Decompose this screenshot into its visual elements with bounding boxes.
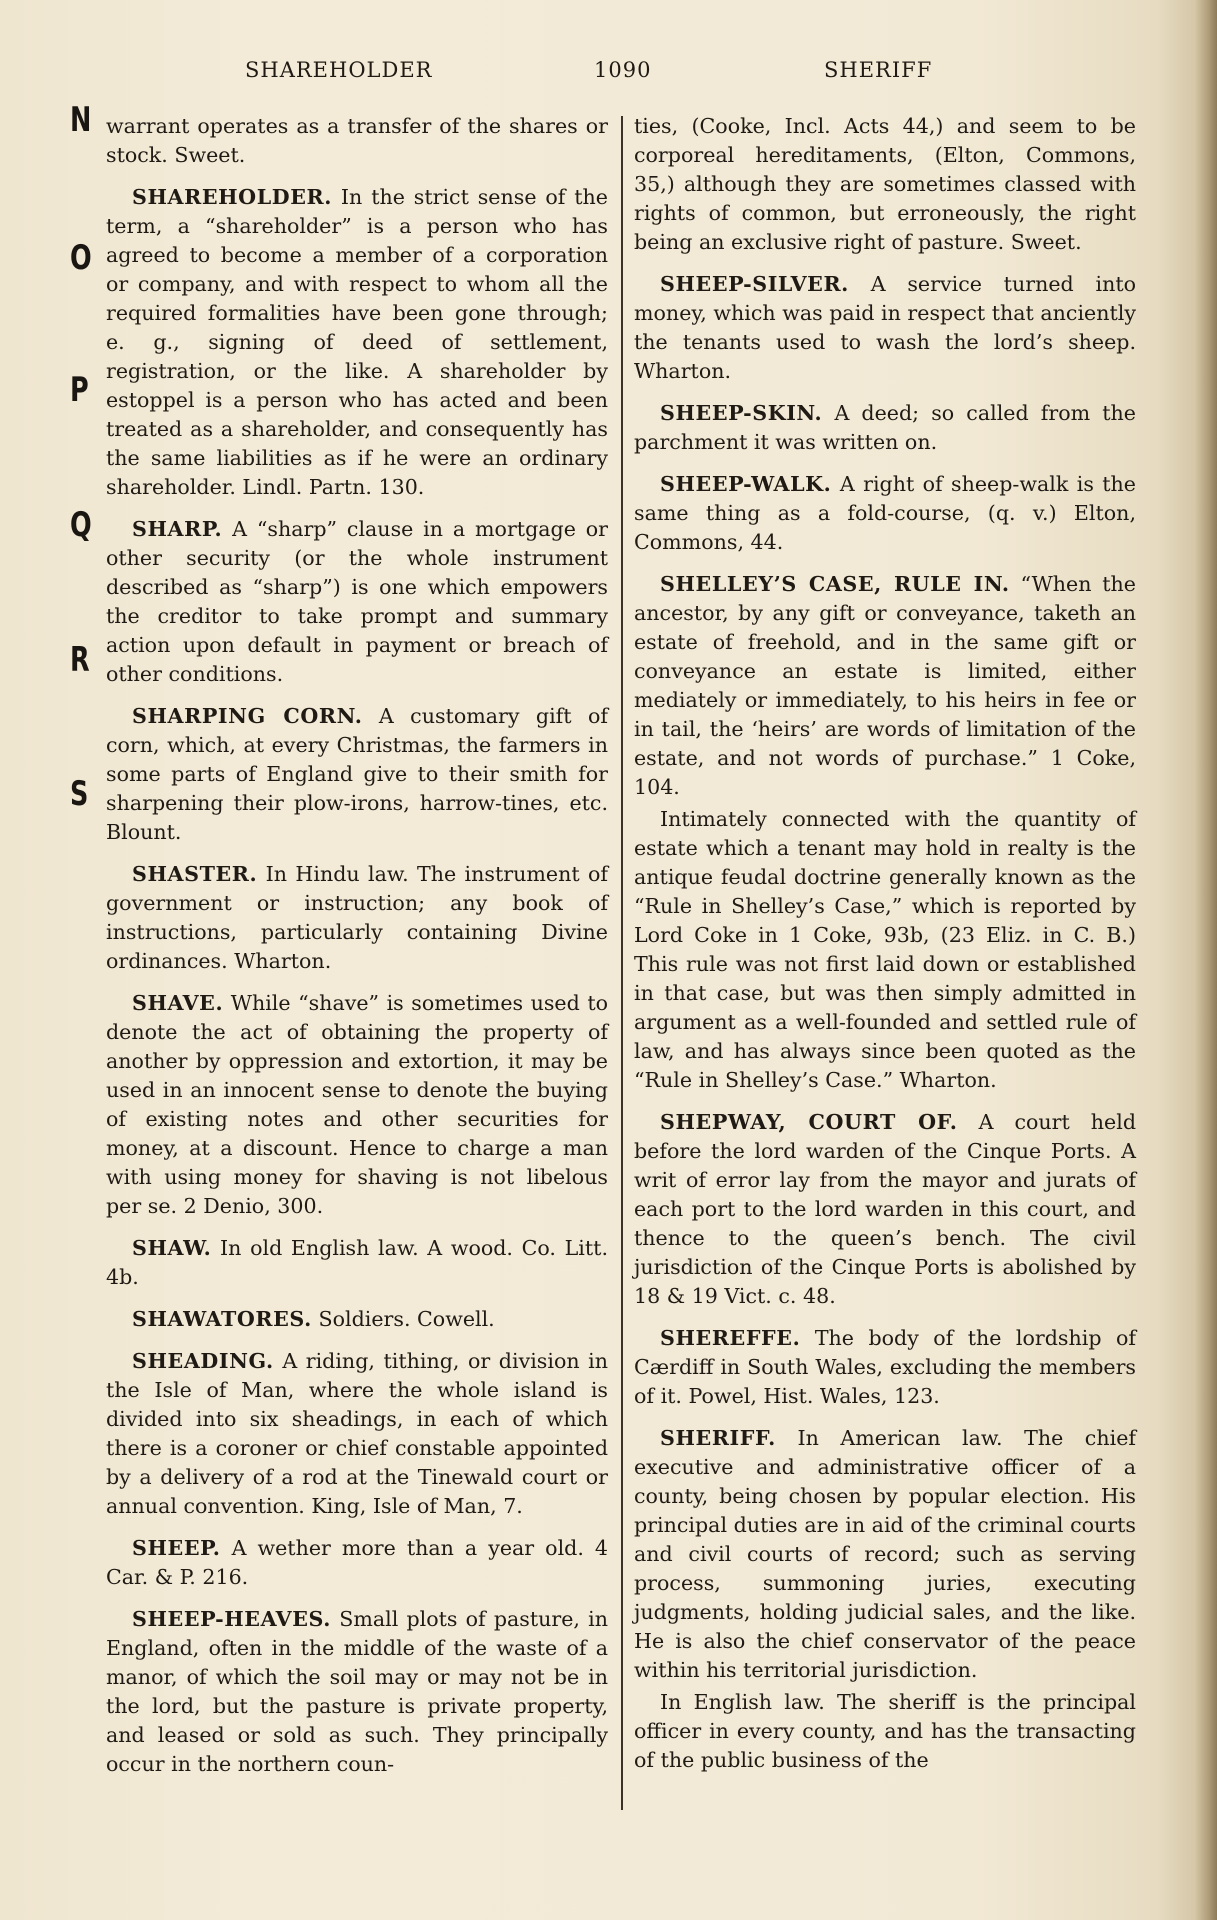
entry-text: A deed; so called from the parchment it was written on. [634,401,1136,454]
dictionary-entry [106,702,608,847]
entry-text: In English law. The sheriff is the principal officer in every county, and has the transacting of the public business of the [634,1690,1136,1772]
entry-headword: SHAW. [132,1236,212,1260]
entry-headword: SHAREHOLDER. [132,185,333,209]
dictionary-entry [106,860,608,976]
dictionary-entry [106,1234,608,1292]
entry-text: “When the ancestor, by any gift or conveyance, taketh an estate of freehold, and in the same gift or conveyance an estate is limited, either mediately or immediately, to his heirs in fee or in tail, the ‘heirs’ are words of limitation of the estate, and not words of purchase.” 1 Coke, 104. [634,572,1136,799]
dictionary-entry [634,470,1136,557]
entry-text: A “sharp” clause in a mortgage or other security (or the whole instrument described as “sharp”) is one which empowers the creditor to take prompt and summary action upon default in payment or breach of other conditions. [106,517,608,686]
dictionary-entry [634,399,1136,457]
dictionary-entry [634,1424,1136,1685]
dictionary-entry [634,112,1136,257]
left-column [106,112,608,1792]
dictionary-entry [106,1605,608,1779]
right-column [634,112,1136,1788]
dictionary-entry [106,1305,608,1334]
entry-text: In Hindu law. The instrument of government or instruction; any book of instructions, particularly containing Divine ordinances. Wharton. [106,862,609,973]
entry-headword: SHAVE. [132,991,224,1015]
entry-headword: SHEREFFE. [660,1326,801,1350]
entry-text: A court held before the lord warden of the Cinque Ports. A writ of error lay from the mayor and jurats of each port to the lord warden in this court, and thence to the queen’s bench. The civil jurisdiction of the Cinque Ports is abolished by 18 & 19 Vict. c. 48. [634,1110,1137,1308]
entry-text: The body of the lordship of Cærdiff in South Wales, excluding the members of it. Powel, Hist. Wales, 123. [634,1326,1137,1408]
thumb-index-letter[interactable]: P [70,370,89,410]
entry-headword: SHARP. [132,517,223,541]
dictionary-entry-paragraph [634,805,1136,1095]
thumb-index-letter[interactable]: N [70,100,92,140]
entry-headword: SHEEP. [132,1536,221,1560]
thumb-index-letter[interactable]: S [70,774,89,814]
dictionary-entry [106,183,608,502]
entry-headword: SHEEP-WALK. [660,472,832,496]
entry-text: In old English law. A wood. Co. Litt. 4b. [106,1236,608,1289]
column-divider [621,116,623,1810]
dictionary-entry [106,515,608,689]
dictionary-entry [106,989,608,1221]
entry-text: A wether more than a year old. 4 Car. & P. 216. [106,1536,608,1589]
entry-headword: SHEEP-SILVER. [660,272,849,296]
dictionary-entry-paragraph [634,1688,1136,1775]
entry-text: In American law. The chief executive and administrative officer of a county, being chosen by popular election. His principal duties are in aid of the criminal courts and civil courts of record; such as serving process, summoning juries, executing judgments, holding judicial sales, and the like. He is also the chief conservator of the peace within his territorial jurisdiction. [634,1426,1137,1682]
dictionary-entry [634,570,1136,802]
running-header [0,58,1217,88]
entry-text: Intimately connected with the quantity of estate which a tenant may hold in realty is the antique feudal doctrine generally known as the “Rule in Shelley’s Case,” which is reported by Lord Coke in 1 Coke, 93b, (23 Eliz. in C. B.) This rule was not first laid down or established in that case, but was then simply admitted in argument as a well-founded and settled rule of law, and has always since been quoted as the “Rule in Shelley’s Case.” Wharton. [634,807,1136,1092]
entry-text: ties, (Cooke, Incl. Acts 44,) and seem to be corporeal hereditaments, (Elton, Commons, 35,) although they are sometimes classed with rights of common, but erroneously, the right being an exclusive right of pasture. Sweet. [634,114,1136,254]
entry-headword: SHEADING. [132,1349,274,1373]
entry-text: A riding, tithing, or division in the Isle of Man, where the whole island is divided into six sheadings, in each of which there is a coroner or chief constable appointed by a delivery of a rod at the Tinewald court or annual convention. King, Isle of Man, 7. [106,1349,608,1518]
dictionary-entry [106,1347,608,1521]
header-right-guide-word: SHERIFF [824,58,933,82]
entry-text: While “shave” is sometimes used to denote the act of obtaining the property of another by oppression and extortion, it may be used in an innocent sense to denote the buying of existing notes and other securities for money, at a discount. Hence to charge a man with using money for shaving is not libelous per se. 2 Denio, 300. [106,991,608,1218]
dictionary-entry [634,1324,1136,1411]
entry-headword: SHEPWAY, COURT OF. [660,1110,958,1134]
page-edge-shadow [1195,0,1217,1920]
dictionary-entry [634,1108,1136,1311]
thumb-index-letter[interactable]: R [70,640,90,680]
header-left-guide-word: SHAREHOLDER [245,58,433,82]
page-number: 1090 [594,58,652,82]
entry-headword: SHEEP-SKIN. [660,401,823,425]
entry-headword: SHAWATORES. [132,1307,312,1331]
entry-text: Soldiers. Cowell. [318,1307,495,1331]
dictionary-entry [106,112,608,170]
thumb-index-letter[interactable]: O [70,238,92,278]
entry-headword: SHELLEY’S CASE, RULE IN. [660,572,1010,596]
entry-headword: SHERIFF. [660,1426,776,1450]
entry-headword: SHEEP-HEAVES. [132,1607,332,1631]
entry-text: In the strict sense of the term, a “shareholder” is a person who has agreed to become a member of a corporation or company, and with respect to whom all the required formalities have been gone through; e. g., signing of deed of settlement, registration, or the like. A shareholder by estoppel is a person who has acted and been treated as a shareholder, and consequently has the same liabilities as if he were an ordinary shareholder. Lindl. Partn. 130. [106,185,608,499]
thumb-index-letter[interactable]: Q [70,505,92,545]
dictionary-entry [634,270,1136,386]
entry-text: A customary gift of corn, which, at every Christmas, the farmers in some parts of England give to their smith for sharpening their plow-irons, harrow-tines, etc. Blount. [106,704,608,844]
entry-text: A right of sheep-walk is the same thing as a fold-course, (q. v.) Elton, Commons, 44. [634,472,1136,554]
entry-text: Small plots of pasture, in England, often in the middle of the waste of a manor, of which the soil may or may not be in the lord, but the pasture is private property, and leased or sold as such. They principally occur in the northern coun- [106,1607,608,1776]
entry-headword: SHASTER. [132,862,258,886]
dictionary-entry [106,1534,608,1592]
entry-text: warrant operates as a transfer of the shares or stock. Sweet. [106,114,608,167]
entry-text: A service turned into money, which was paid in respect that anciently the tenants used to wash the lord’s sheep. Wharton. [634,272,1137,383]
entry-headword: SHARPING CORN. [132,704,363,728]
